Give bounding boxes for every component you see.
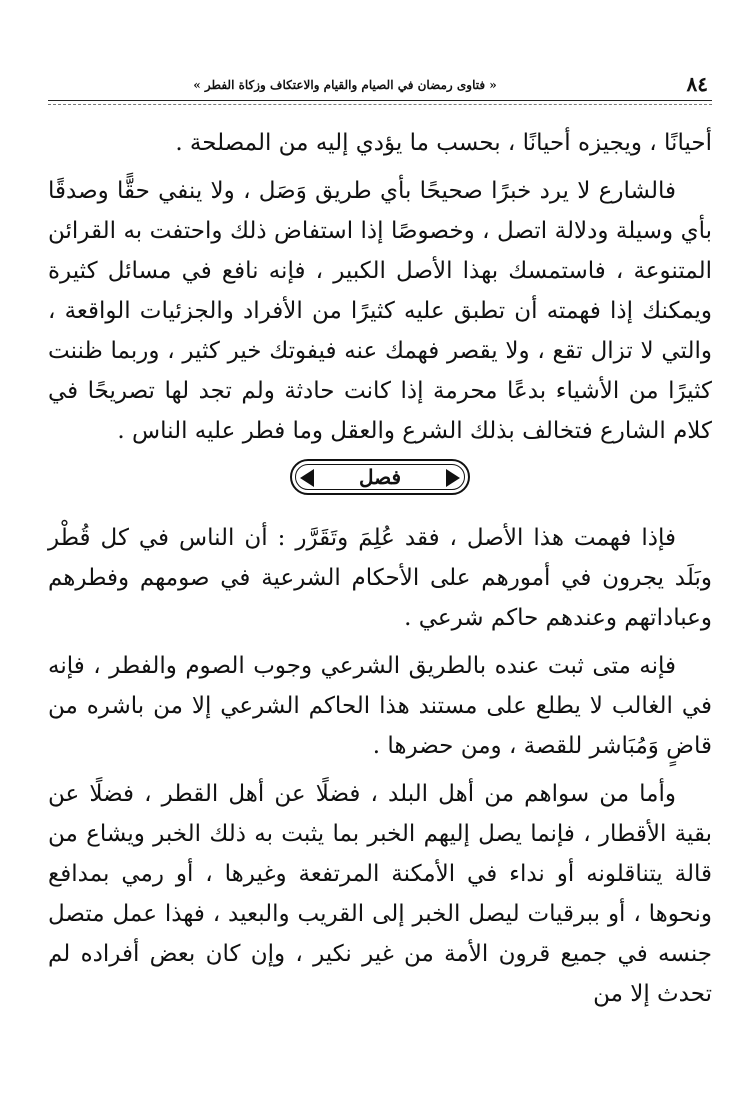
section-divider [48, 459, 712, 508]
page-header [48, 70, 712, 101]
running-title: « فتاوى رمضان في الصيام والقيام والاعتكاف وزكاة الفطر » [193, 78, 497, 92]
paragraph: فإذا فهمت هذا الأصل ، فقد عُلِمَ وتَقَرَّر : أن الناس في كل قُطْر وبَلَد يجرون في أمورهم على الأحكام الشرعية في صومهم وفطرهم وعباداتهم وعندهم حاكم شرعي . [48, 525, 712, 631]
paragraph: فالشارع لا يرد خبرًا صحيحًا بأي طريق وَصَل ، ولا ينفي حقًّا وصدقًا بأي وسيلة ودلالة اتصل ، وخصوصًا إذا استفاض ذلك واحتفت به القرائن المتنوعة ، فاستمسك بهذا الأصل الكبير ، فإنه نافع في مسائل كثيرة ويمكنك إذا فهمته أن تطبق عليه كثيرًا من الأفراد والجزئيات الواقعة ، والتي لا تزال تقع ، ولا يقصر فهمك عنه فيفوتك خير كثير ، وربما ظننت كثيرًا من الأشياء بدعًا محرمة إذا كانت حادثة ولم تجد لها تصريحًا في كلام الشارع فتخالف بذلك الشرع والعقل وما فطر عليه الناس . [48, 178, 712, 444]
page-number: ٨٤ [686, 72, 708, 96]
triangle-left-icon [300, 469, 314, 487]
section-title: فصل [358, 465, 402, 489]
paragraph: فإنه متى ثبت عنده بالطريق الشرعي وجوب الصوم والفطر ، فإنه في الغالب لا يطلع على مستند هذا الحاكم الشرعي إلا من باشره من قاضٍ وَمُبَاشر للقصة ، ومن حضرها . [48, 653, 712, 759]
triangle-right-icon [446, 469, 460, 487]
book-page [48, 70, 712, 1080]
page-body [48, 123, 712, 1014]
header-divider [48, 104, 712, 105]
paragraph: وأما من سواهم من أهل البلد ، فضلًا عن أهل القطر ، فضلًا عن بقية الأقطار ، فإنما يصل إليهم الخبر بما يثبت به ذلك الخبر ويشاع من قالة يتناقلونه أو نداء في الأمكنة المرتفعة وغيرها ، أو رمي بمدافع ونحوها ، أو ببرقيات ليصل الخبر إلى القريب والبعيد ، فهذا عمل متصل جنسه في جميع قرون الأمة من غير نكير ، وإن كان بعض أفراده لم تحدث إلا من [48, 781, 712, 1007]
section-heading-frame [290, 459, 470, 495]
paragraph-continued: أحيانًا ، ويجيزه أحيانًا ، بحسب ما يؤدي إليه من المصلحة . [175, 130, 712, 156]
